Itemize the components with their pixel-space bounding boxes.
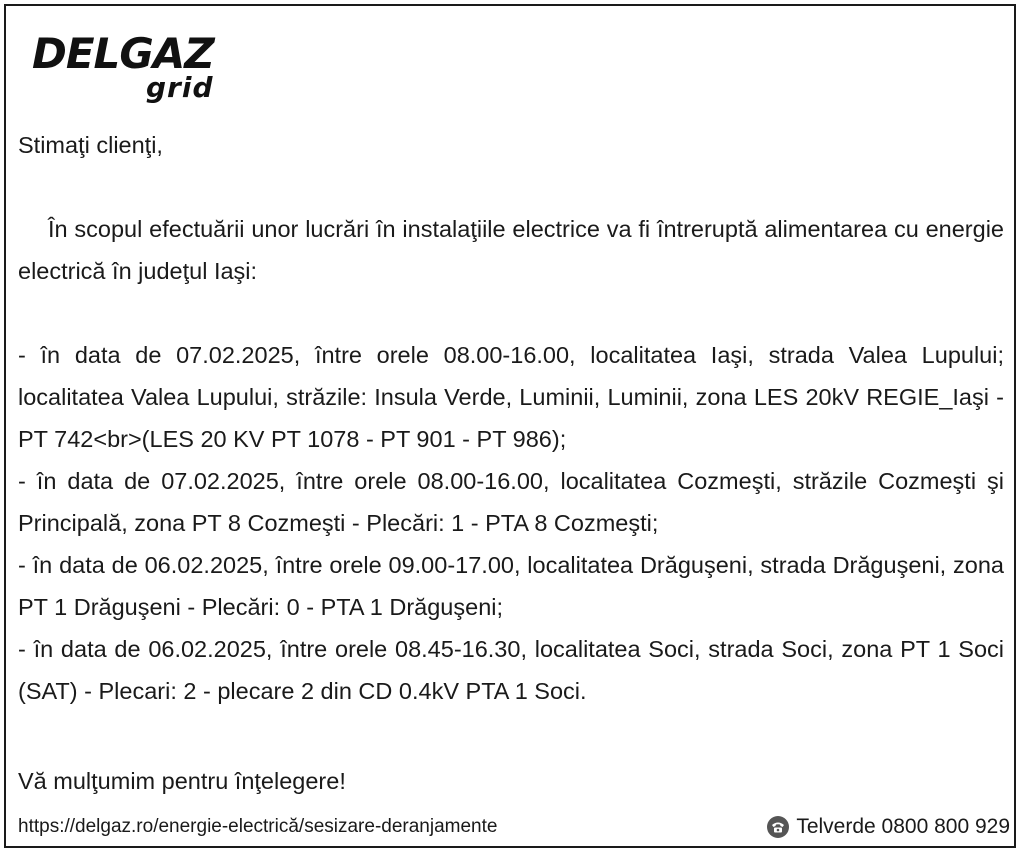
logo-sub: grid (146, 71, 214, 104)
outage-item: - în data de 06.02.2025, între orele 09.00-17.00, localitatea Drăguşeni, strada Drăguşeni, zona PT 1 Drăguşeni - Plecări: 0 - PTA 1 Drăguşeni; (18, 552, 1004, 620)
delgaz-grid-logo (32, 30, 232, 110)
outage-list (18, 334, 1004, 712)
outage-item: - în data de 07.02.2025, între orele 08.00-16.00, localitatea Iaşi, strada Valea Lupului; localitatea Valea Lupului, străzile: Insula Verde, Luminii, Luminii, zona LES 20kV REGIE_Iaşi - PT 742<br>(LES 20 KV PT 1078 - PT 901 - PT 986); (18, 342, 1004, 452)
intro-paragraph: În scopul efectuării unor lucrări în instalaţiile electrice va fi întreruptă alimentarea cu energie electrică în judeţul Iaşi: (18, 216, 1004, 284)
thanks-line: Vă mulţumim pentru înţelegere! (18, 768, 346, 794)
footer-url-link[interactable]: https://delgaz.ro/energie-electrică/sesizare-deranjamente (18, 816, 498, 837)
footer-phone (766, 812, 1010, 842)
greeting: Stimaţi clienţi, (18, 132, 163, 158)
phone-number: Telverde 0800 800 929 (796, 815, 1010, 838)
telephone-icon (766, 815, 790, 839)
logo-brand: DELGAZ (32, 29, 214, 78)
outage-item: - în data de 06.02.2025, între orele 08.45-16.30, localitatea Soci, strada Soci, zona PT 1 Soci (SAT) - Plecari: 2 - plecare 2 din CD 0.4kV PTA 1 Soci. (18, 636, 1004, 704)
outage-item: - în data de 07.02.2025, între orele 08.00-16.00, localitatea Cozmeşti, străzile Cozmeşti şi Principală, zona PT 8 Cozmeşti - Plecări: 1 - PTA 8 Cozmeşti; (18, 468, 1004, 536)
footer (18, 812, 1010, 842)
